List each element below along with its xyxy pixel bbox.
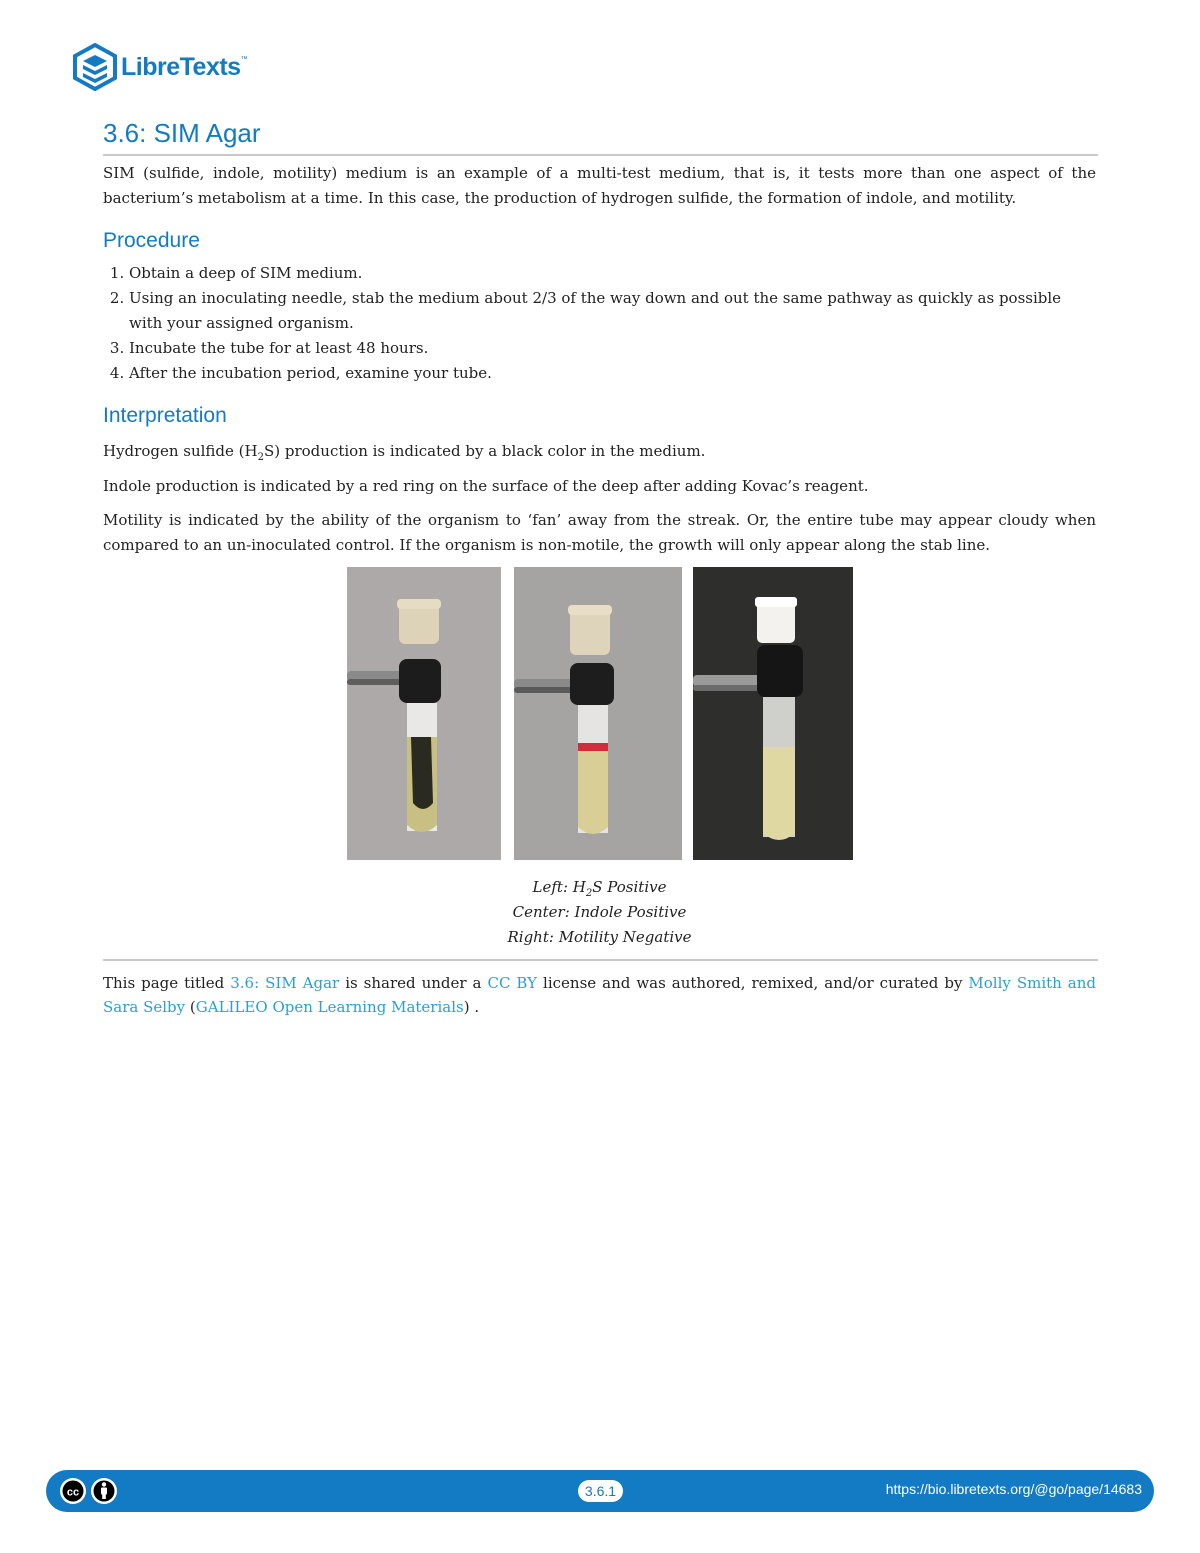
license-divider <box>103 959 1098 961</box>
procedure-heading: Procedure <box>103 229 200 252</box>
page-footer <box>46 1470 1154 1512</box>
interpretation-heading: Interpretation <box>103 404 227 427</box>
caption-right: Right: Motility Negative <box>507 928 692 946</box>
h2s-text-post: S) production is indicated by a black color in the medium. <box>263 442 706 460</box>
source-link[interactable]: GALILEO Open Learning Materials <box>195 998 464 1016</box>
svg-text:cc: cc <box>66 1486 80 1499</box>
indole-paragraph <box>103 474 1096 499</box>
caption-left-post: S Positive <box>592 878 667 896</box>
caption-left-pre: Left: H <box>532 878 586 896</box>
authors-link[interactable]: Molly Smith and Sara Selby <box>103 974 1096 1016</box>
license-mid3: ( <box>185 998 196 1016</box>
title-divider <box>103 154 1098 156</box>
license-mid2: license and was authored, remixed, and/or curated by <box>537 974 969 992</box>
procedure-step: 1. Obtain a deep of SIM medium. <box>129 261 1096 286</box>
figure-caption <box>103 875 1096 950</box>
procedure-list <box>103 261 1096 386</box>
procedure-step: 2. Using an inoculating needle, stab the medium about 2/3 of the way down and out the same pathway as quickly as possible with your assigned organism. <box>129 286 1096 336</box>
page-title: 3.6: SIM Agar <box>103 118 261 148</box>
photo-h2s-positive <box>347 567 501 860</box>
photo-motility-negative <box>693 567 853 860</box>
h2s-subscript: 2 <box>257 452 264 463</box>
procedure-step: 3. Incubate the tube for at least 48 hours. <box>129 336 1096 361</box>
cc-by-license-icon[interactable] <box>58 1476 120 1506</box>
caption-center: Center: Indole Positive <box>512 903 687 921</box>
logo-text: LibreTexts <box>121 52 241 81</box>
h2s-paragraph <box>103 439 1096 464</box>
license-suffix: ) . <box>463 998 480 1016</box>
page-title-link[interactable]: 3.6: SIM Agar <box>230 974 340 992</box>
page-number: 3.6.1 <box>578 1480 623 1502</box>
photo-indole-positive <box>514 567 682 860</box>
caption-left-subscript: 2 <box>585 888 593 899</box>
motility-paragraph <box>103 508 1096 558</box>
libretexts-logo[interactable] <box>73 42 248 92</box>
intro-paragraph <box>103 161 1096 211</box>
license-notice <box>103 971 1096 1019</box>
procedure-step: 4. After the incubation period, examine your tube. <box>129 361 1096 386</box>
libretexts-logo-icon <box>73 43 117 91</box>
caption-left <box>103 875 1096 900</box>
page-url[interactable]: https://bio.libretexts.org/@go/page/14683 <box>885 1481 1142 1497</box>
license-prefix: This page titled <box>103 974 231 992</box>
motility-text: Motility is indicated by the ability of the organism to ‘fan’ away from the streak. Or, the entire tube may appear cloudy when compared to an un-inoculated control. If the organism is non-motile, the growth will only appear along the stab line. <box>103 511 1096 554</box>
h2s-text-pre: Hydrogen sulfide (H <box>103 442 258 460</box>
indole-text: Indole production is indicated by a red ring on the surface of the deep after adding Kovac’s reagent. <box>103 477 869 495</box>
cc-by-link[interactable]: CC BY <box>487 974 538 992</box>
license-mid1: is shared under a <box>339 974 488 992</box>
intro-text: SIM (sulfide, indole, motility) medium is an example of a multi-test medium, that is, it tests more than one aspect of the bacterium’s metabolism at a time. In this case, the production of hydrogen sulfide, the formation of indole, and motility. <box>103 164 1096 207</box>
logo-trademark: ™ <box>240 56 248 63</box>
